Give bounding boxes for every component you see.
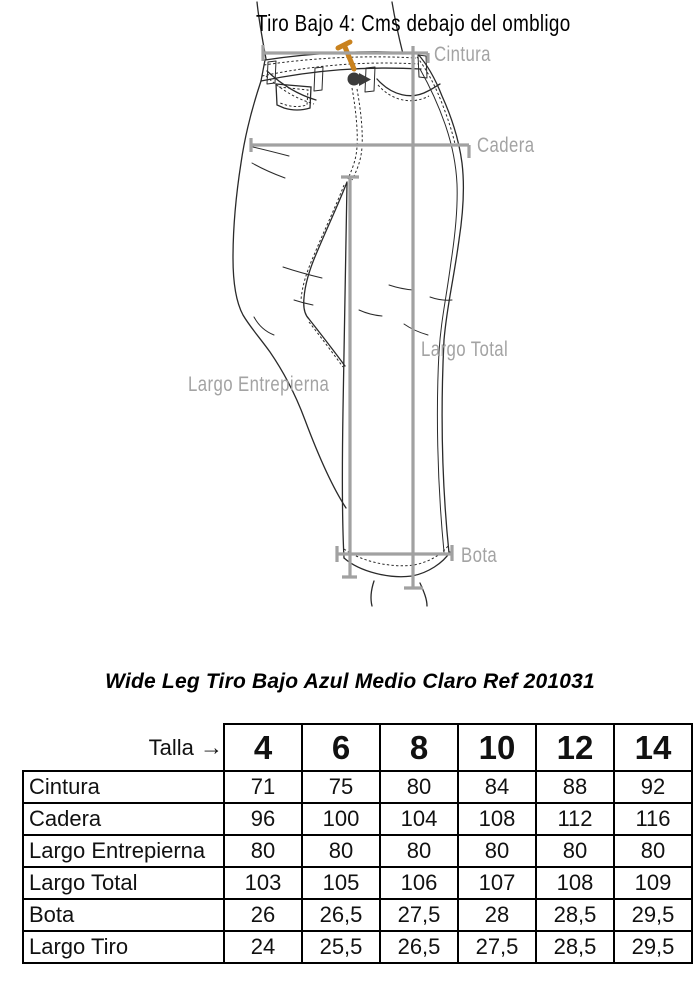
- bota-measure-line: [337, 545, 452, 562]
- value-cell: 28,5: [536, 931, 614, 963]
- value-cell: 107: [458, 867, 536, 899]
- wrinkle-strokes: [252, 147, 452, 335]
- size-table-header-row: [23, 724, 692, 771]
- size-header-cell: 4: [224, 724, 302, 771]
- label-largo-entrepierna: [188, 373, 329, 396]
- talla-header-cell: [23, 724, 224, 771]
- value-cell: 88: [536, 771, 614, 803]
- value-cell: 109: [614, 867, 692, 899]
- value-cell: 28,5: [536, 899, 614, 931]
- value-cell: 100: [302, 803, 380, 835]
- value-cell: 29,5: [614, 931, 692, 963]
- label-cintura: [434, 43, 491, 66]
- value-cell: 75: [302, 771, 380, 803]
- value-cell: 92: [614, 771, 692, 803]
- table-row: [23, 931, 692, 963]
- value-cell: 26: [224, 899, 302, 931]
- value-cell: 80: [458, 835, 536, 867]
- size-header-cell: 10: [458, 724, 536, 771]
- row-label-cell: Largo Entrepierna: [23, 835, 224, 867]
- measurement-lines: [251, 45, 469, 588]
- value-cell: 80: [224, 835, 302, 867]
- value-cell: 29,5: [614, 899, 692, 931]
- talla-label: Talla: [148, 734, 194, 760]
- product-title: Wide Leg Tiro Bajo Azul Medio Claro Ref 201031: [105, 670, 595, 693]
- table-row: [23, 867, 692, 899]
- right-arrow-icon: →: [200, 733, 223, 760]
- size-table: [22, 723, 693, 964]
- jeans-button: [348, 73, 372, 87]
- value-cell: 80: [614, 835, 692, 867]
- value-cell: 106: [380, 867, 458, 899]
- largo-total-measure-line: [404, 46, 423, 588]
- value-cell: 24: [224, 931, 302, 963]
- value-cell: 108: [458, 803, 536, 835]
- value-cell: 108: [536, 867, 614, 899]
- size-header-cell: 14: [614, 724, 692, 771]
- row-label-cell: Cintura: [23, 771, 224, 803]
- label-cadera: [477, 134, 534, 157]
- value-cell: 96: [224, 803, 302, 835]
- svg-text:Largo Total: Largo Total: [421, 338, 509, 362]
- belt-loops: [267, 55, 427, 92]
- value-cell: 112: [536, 803, 614, 835]
- value-cell: 28: [458, 899, 536, 931]
- value-cell: 80: [380, 835, 458, 867]
- svg-text:Bota: Bota: [461, 544, 498, 568]
- value-cell: 27,5: [380, 899, 458, 931]
- value-cell: 116: [614, 803, 692, 835]
- svg-text:Tiro Bajo 4: Cms debajo del om: Tiro Bajo 4: Cms debajo del ombligo: [256, 11, 571, 37]
- value-cell: 104: [380, 803, 458, 835]
- label-bota: [461, 544, 497, 567]
- diagram-title: [256, 11, 571, 36]
- value-cell: 71: [224, 771, 302, 803]
- svg-text:Cadera: Cadera: [477, 134, 535, 158]
- jeans-sketch: [233, 52, 463, 606]
- row-label-cell: Largo Total: [23, 867, 224, 899]
- table-row: [23, 771, 692, 803]
- value-cell: 103: [224, 867, 302, 899]
- value-cell: 26,5: [380, 931, 458, 963]
- table-row: [23, 835, 692, 867]
- size-table-body: [23, 771, 692, 963]
- value-cell: 80: [536, 835, 614, 867]
- svg-text:Largo Entrepierna: Largo Entrepierna: [188, 373, 330, 397]
- value-cell: 80: [302, 835, 380, 867]
- value-cell: 84: [458, 771, 536, 803]
- value-cell: 25,5: [302, 931, 380, 963]
- size-header-cell: 6: [302, 724, 380, 771]
- table-row: [23, 803, 692, 835]
- svg-text:Cintura: Cintura: [434, 43, 491, 67]
- row-label-cell: Cadera: [23, 803, 224, 835]
- value-cell: 80: [380, 771, 458, 803]
- row-label-cell: Bota: [23, 899, 224, 931]
- row-label-cell: Largo Tiro: [23, 931, 224, 963]
- value-cell: 105: [302, 867, 380, 899]
- value-cell: 26,5: [302, 899, 380, 931]
- table-row: [23, 899, 692, 931]
- size-header-cell: 8: [380, 724, 458, 771]
- size-header-cell: 12: [536, 724, 614, 771]
- label-largo-total: [421, 338, 508, 361]
- value-cell: 27,5: [458, 931, 536, 963]
